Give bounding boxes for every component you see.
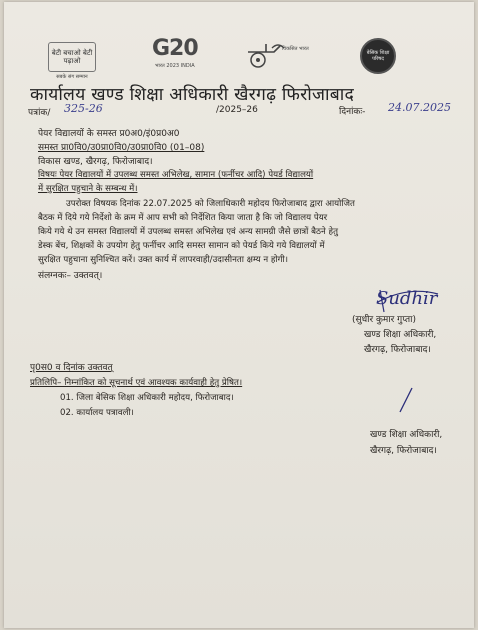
- body-line-4: डेस्क बेंच, शिक्षकों के उपयोग हेतु फर्नीचर आदि समस्त सामान को पेयर्ड किये गये विद्यालयों में: [38, 241, 325, 251]
- body-line-5: सुरक्षित पहुचाना सुनिश्चित करें। उक्त कार्य में लापरवाही/उदासीनता क्षम्य न होगी।: [38, 255, 289, 265]
- pratilipi-line: प्रतिलिपि– निम्नांकित को सूचनार्थ एवं आवश्यक कार्यवाही हेतु प्रेषित।: [30, 378, 243, 388]
- basic-shiksha-emblem: बेसिक शिक्षा परिषद: [360, 38, 396, 74]
- body-line-3: किये गये थे उन समस्त विद्यालयों में उपलब्ध समस्त अभिलेख एवं अन्य सामग्री जैसे छात्रों बैठने हेतु: [38, 227, 338, 237]
- chariot-icon: [244, 40, 292, 70]
- signatory-designation: खण्ड शिक्षा अधिकारी,: [364, 330, 437, 340]
- g20-logo: [152, 36, 198, 69]
- signatory2-place: खैरगढ़, फिरोजाबाद।: [370, 446, 437, 456]
- date-value: 24.07.2025: [388, 101, 451, 114]
- beti-bachao-caption: सबके संग सम्मान: [56, 74, 88, 80]
- initial-stroke: [396, 386, 416, 414]
- vikas-caption: विकसित भारत: [282, 46, 309, 52]
- copy-item-2: 02. कार्यालय पत्रावली।: [60, 408, 134, 418]
- g20-wordmark: G20: [152, 36, 198, 61]
- recipient-line-1: पेयर विद्यालयों के समस्त प्र0अ0/इं0प्र0अ0: [38, 129, 180, 139]
- body-line-1: उपरोक्त विषयक दिनांक 22.07.2025 को जिलाधिकारी महोदय फिरोजाबाद द्वारा आयोजित: [66, 199, 355, 209]
- patrank-value: 325-26: [64, 102, 103, 115]
- copy-item-1: 01. जिला बेसिक शिक्षा अधिकारी महोदय, फिरोजाबाद।: [60, 393, 234, 403]
- letter-sheet: [4, 2, 474, 628]
- office-title: कार्यालय खण्ड शिक्षा अधिकारी खैरगढ़ फिरोजाबाद: [30, 85, 354, 105]
- signatory-place: खैरगढ़, फिरोजाबाद।: [364, 345, 431, 355]
- patrank-label: पत्रांक/: [28, 108, 51, 118]
- handwritten-signature: Sudhir: [376, 288, 438, 309]
- vikas-logo: [244, 40, 309, 70]
- date-label: दिनांकः-: [339, 107, 366, 117]
- enclosure-note: संलग्नकः– उक्तवत्।: [38, 271, 103, 281]
- g20-caption: भारत 2023 INDIA: [155, 63, 195, 69]
- emblem-logo: [360, 38, 396, 74]
- recipient-line-3: विकास खण्ड, खैरगढ़, फिरोजाबाद।: [38, 157, 153, 167]
- beti-bachao-emblem: बेटी बचाओ बेटी पढ़ाओ: [48, 42, 96, 72]
- body-line-2: बैठक में दिये गये निर्देशो के क्रम में आप सभी को निर्देशित किया जाता है कि जो विद्यालय पेयर: [38, 213, 328, 223]
- signatory-name: (सुधीर कुमार गुप्ता): [352, 315, 416, 325]
- copy-reference: पृ0स0 व दिनांक उक्तवत्: [30, 363, 113, 373]
- letter-year: /2025–26: [216, 105, 258, 115]
- subject-line-1: विषयः पेयर विद्यालयों में उपलब्ध समस्त अभिलेख, सामान (फर्नीचर आदि) पेयर्ड विद्यालयों: [38, 170, 314, 180]
- beti-bachao-logo: [48, 42, 96, 80]
- subject-line-2: में सुरक्षित पहुचाने के सम्बन्ध में।: [38, 184, 138, 194]
- signatory2-designation: खण्ड शिक्षा अधिकारी,: [370, 430, 443, 440]
- recipient-line-2: समस्त प्रा0वि0/उ0प्रा0वि0/उ0प्रा0वि0 (01–08): [38, 143, 205, 153]
